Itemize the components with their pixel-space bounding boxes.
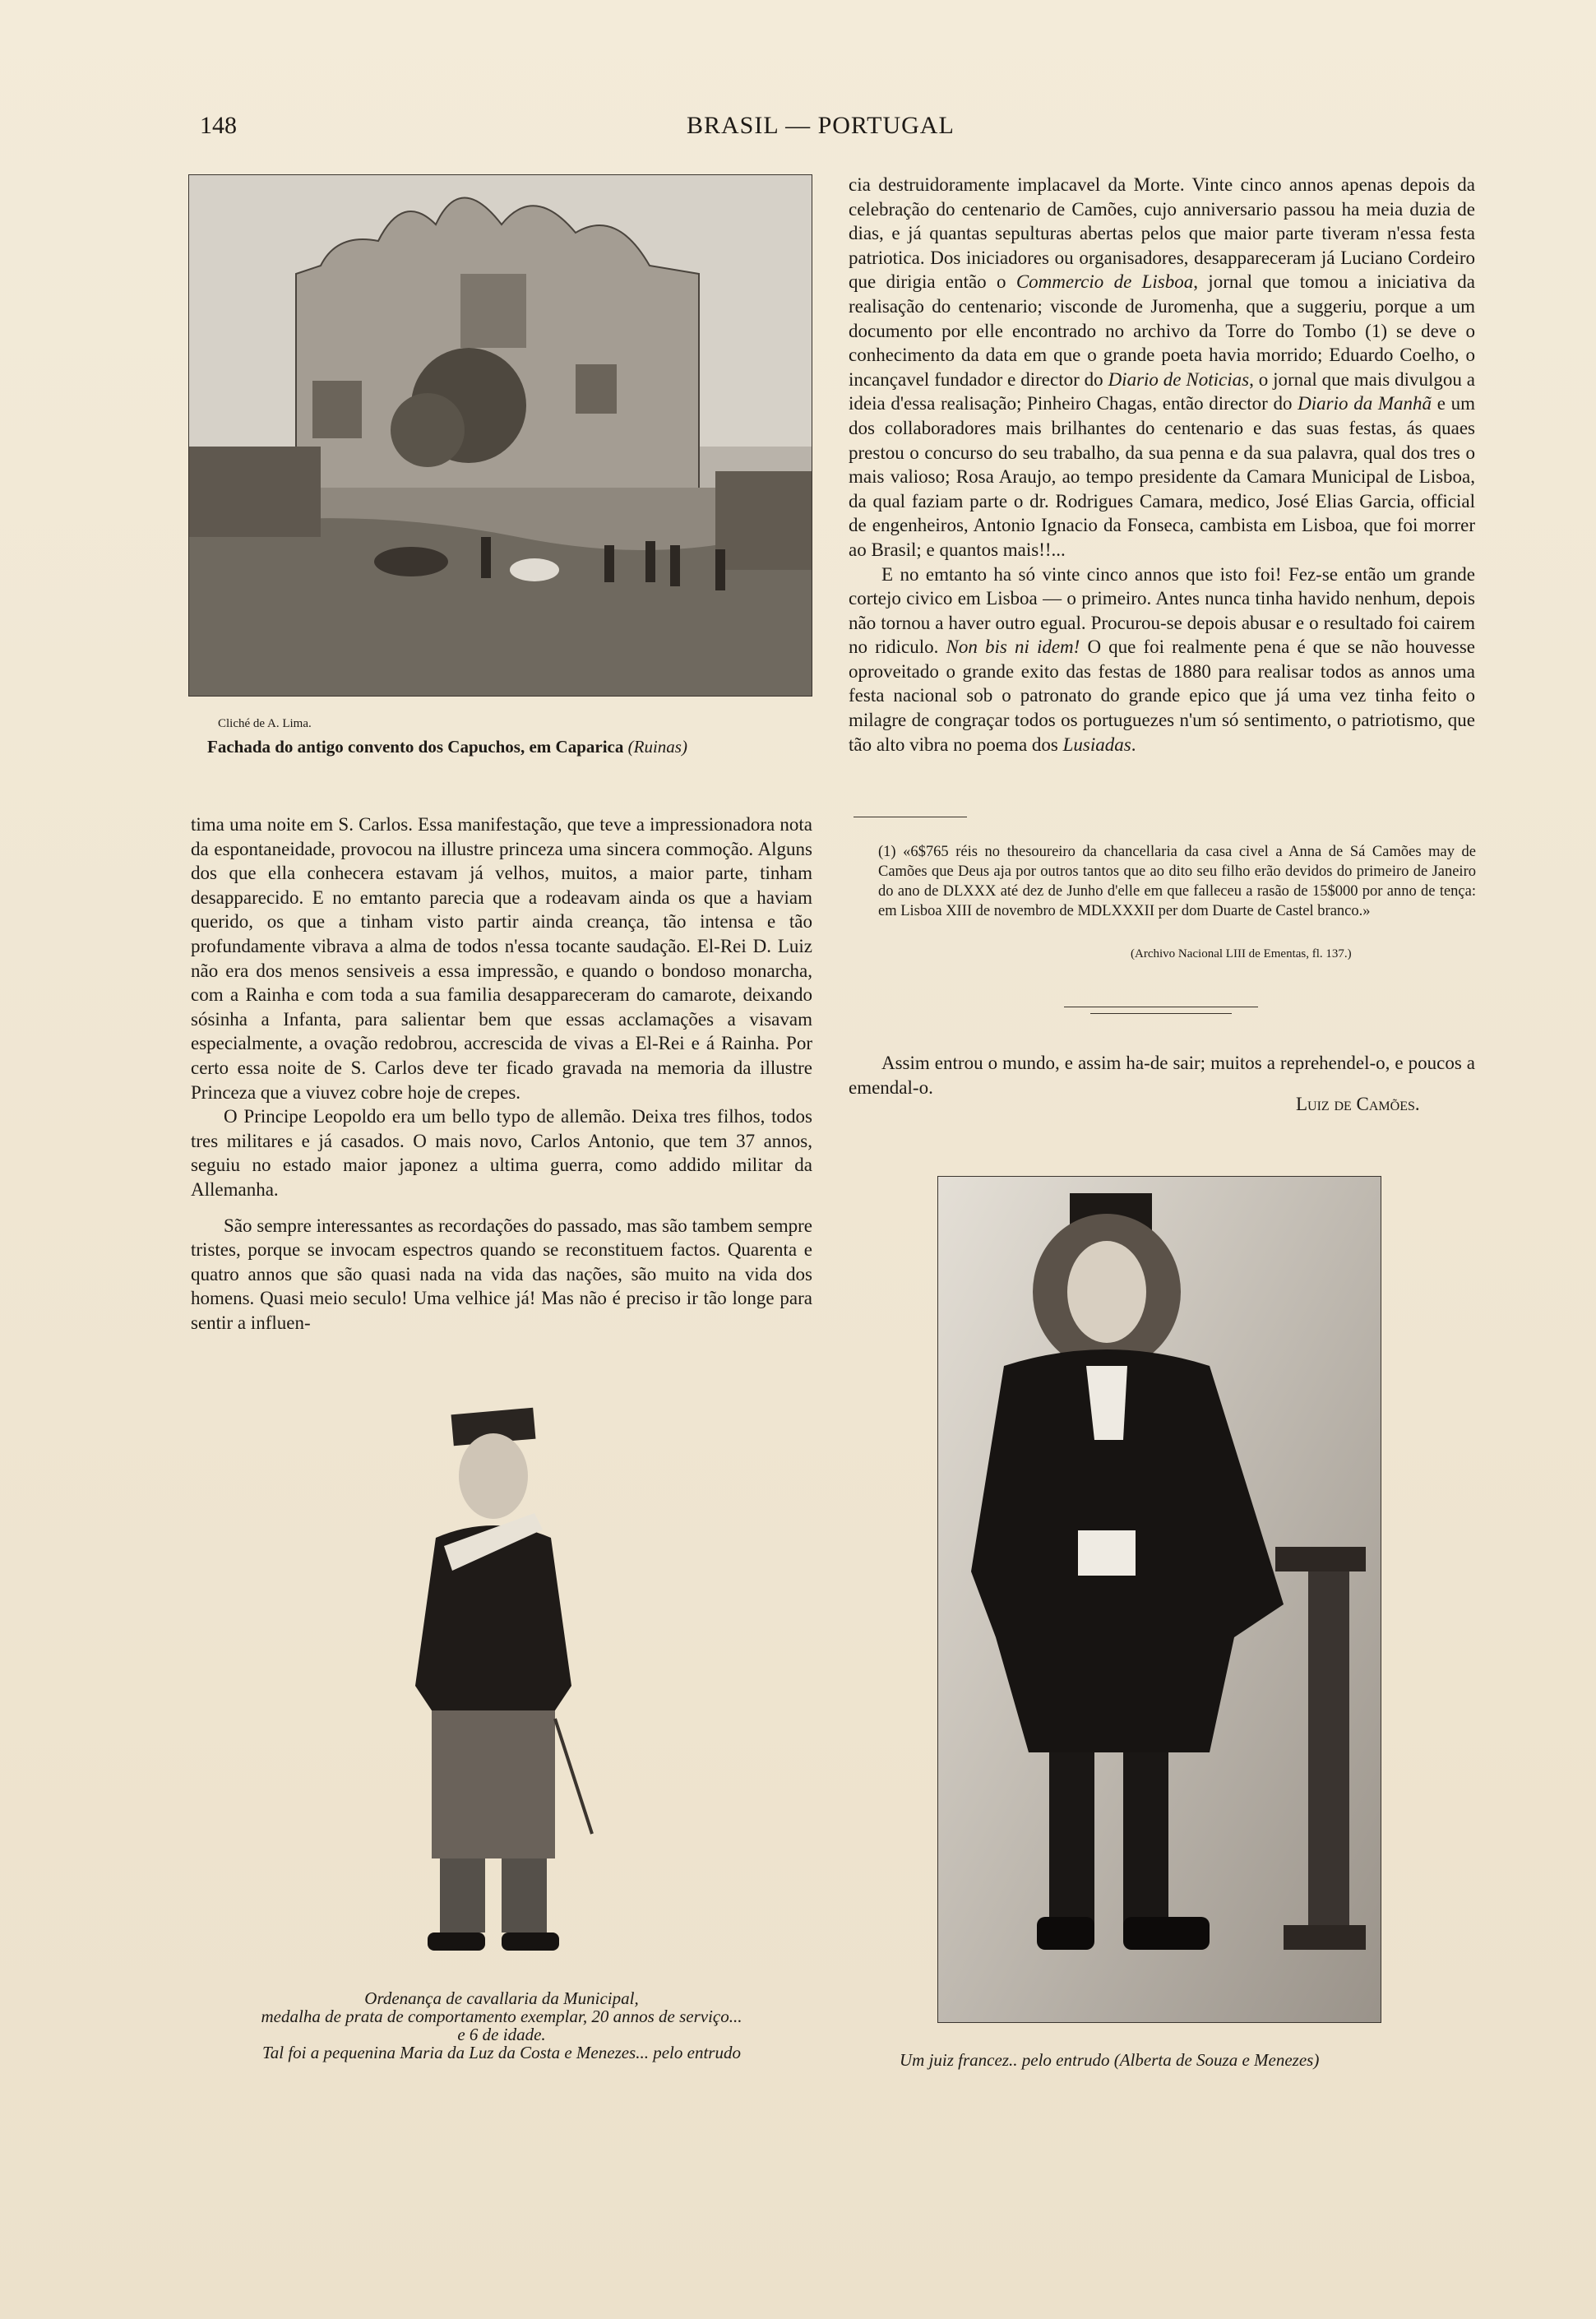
convent-caption-text: Fachada do antigo convento dos Capuchos, em Caparica: [207, 737, 624, 757]
camoes-quote: Assim entrou o mundo, e assim ha-de sair; muitos a reprehendel-o, e poucos a emendal-o.: [849, 1053, 1475, 1098]
judge-caption: Um juiz francez.. pelo entrudo (Alberta de Souza e Menezes): [900, 2050, 1320, 2070]
convent-photo-image: [189, 175, 812, 696]
convent-photo: [188, 174, 812, 697]
footnote: (1) «6$765 réis no thesoureiro da chancellaria da casa civel a Anna de Sá Camões may de Camões que Deus aja por outros tantos que ao dito seu filho erão devidos do primeiro de Janeiro do ano de DLXXX até dez de Junho d'elle em que falleceu a rasão de 15$000 por anno de tença: em Lisboa XIII de novembro de MDLXXXII per dom Duarte de Castel branco.»: [878, 844, 1476, 919]
convent-caption-italic: (Ruinas): [627, 737, 687, 757]
judge-photo: [937, 1176, 1381, 2023]
left-paragraph-2: O Principe Leopoldo era um bello typo de allemão. Deixa tres filhos, todos tres militares e já casados. O mais novo, Carlos Antonio, que tem 37 annos, seguiu no estado maior japonez a ultima guerra, como addido militar da Allemanha.: [191, 1106, 812, 1200]
caption-line-2: medalha de prata de comportamento exemplar, 20 annos de serviço...: [261, 2007, 742, 2026]
right-p1-g: e um dos collaboradores mais brilhantes do centenario e das suas festas, ás quaes prestou o concurso do seu trabalho, da sua penna e da sua palavra, qual dos tres o mais valioso; Rosa Araujo, ao tempo presidente da Camara Municipal de Lisboa, da qual faziam parte o dr. Rodrigues Camara, medico, José Elias Garcia, official de engenheiros, Antonio Ignacio da Fonseca, cambista em Lisboa, que foi morrer ao Brasil; e quantos mais!!...: [849, 393, 1476, 560]
child-soldier-photo: [395, 1406, 608, 1965]
right-p1-d: Diario de Noticias: [1108, 368, 1250, 390]
right-p1-e: , o jornal que mais divulgou a ideia d'essa realisação; Pinheiro Chagas, então director do: [849, 368, 1475, 414]
right-p1-f: Diario da Manhã: [1298, 393, 1432, 414]
convent-caption: [207, 737, 799, 757]
running-title: BRASIL — PORTUGAL: [687, 112, 955, 139]
ornament-rule-2: [1090, 1013, 1232, 1014]
right-paragraph-1: [849, 173, 1475, 562]
left-paragraph-3: São sempre interessantes as recordações do passado, mas são tambem sempre tristes, porque se invocam espectros quando se reconstituem factos. Quarenta e quatro annos que são quasi nada na vida das nações, são muito na vida dos homens. Quasi meio seculo! Uma velhice já! Mas não é preciso ir tão longe para sentir a influen-: [191, 1215, 812, 1333]
right-paragraph-2: E no emtanto ha só vinte cinco annos que isto foi! Fez-se então um grande cortejo civico em Lisboa — o primeiro. Antes nunca tinha havido nenhum, depois não tornou a haver outro egual. Procurou-se depois abusar e o resultado foi cairem no ridiculo. Non bis ni idem! O que foi realmente pena é que se não houvesse oproveitado o grande exito das festas de 1880 para realisar todos as annos uma festa nacional sob o patronato do grande epico que já uma vez tinha feito o milagre de congraçar todos os portuguezes n'um só sentimento, o patriotismo, que tão alto vibra no poema dos Lusiadas.: [849, 563, 1476, 755]
footnote-source: (Archivo Nacional LIII de Ementas, fl. 137.): [1131, 947, 1352, 960]
right-column: [849, 173, 1475, 757]
right-p1-a: cia destruidoramente implacavel da Morte. Vinte cinco annos apenas depois da celebração do centenario de Camões, cujo anniversario passou ha meia duzia de dias, e já quantas sepulturas abertas pelos que maior parte tiveram n'essa festa patriotica. Dos iniciadores ou organisadores, desappareceram já Luciano Cordeiro que dirigia então o: [849, 174, 1475, 293]
right-p1-b: Commercio de Lisboa: [1015, 271, 1194, 293]
left-column: [191, 812, 812, 1335]
right-p2-b: Non bis ni idem!: [946, 636, 1080, 658]
right-p2-c: O que foi realmente pena é que se não houvesse oproveitado o grande exito das festas de 1880 para realisar todos as annos uma festa nacional sob o patronato do grande epico que já uma vez tinha feito o milagre de congraçar todos os portuguezes n'um só sentimento, o patriotismo, que tão alto vibra no poema dos: [849, 636, 1476, 755]
caption-line-3: e 6 de idade.: [457, 2025, 546, 2044]
child-soldier-image: [395, 1406, 608, 1965]
right-p1-c: , jornal que tomou a iniciativa da realisação do centenario; visconde de Juromenha, que a suggeriu, porque a um documento por elle encontrado no archivo da Torre do Tombo (1) se deve o conhecimento da data em que o grande poeta havia morrido; Eduardo Coelho, o incançavel fundador e director do: [849, 271, 1475, 390]
page-number: 148: [200, 112, 237, 139]
right-p2-d: Lusiadas: [1062, 734, 1131, 755]
child-soldier-caption: [189, 1989, 814, 2062]
judge-image: [938, 1177, 1381, 2022]
caption-line-4: Tal foi a pequenina Maria da Luz da Costa e Menezes... pelo entrudo: [262, 2043, 741, 2062]
quote-author: Luiz de Camões.: [1296, 1094, 1420, 1114]
photo-credit: Cliché de A. Lima.: [218, 717, 312, 730]
left-paragraph-1: tima uma noite em S. Carlos. Essa manifestação, que teve a impressionadora nota da espontaneidade, provocou na illustre princeza uma sincera commoção. Alguns dos que ella conhecera estavam já velhos, muitos, a maior parte, tinham desapparecido. E no emtanto parecia que a rodeavam ainda os que a haviam querido, os que a tinham visto partir ainda creança, tão intensa e tão profundamente vibrava a alma de todos n'essa tocante saudação. El-Rei D. Luiz não era dos menos sensiveis a essa impressão, e quando o bondoso monarcha, com a Rainha e com toda a sua familia desappareceram do camarote, deixando sósinha a Infanta, para salientar bem que essas acclamações a visavam especialmente, a ovação redobrou, accrescida de vivas a El-Rei e á Rainha. Por certo essa noite de S. Carlos deve ter ficado gravada na memoria da illustre Princeza que a viuvez cobre hoje de crepes.: [191, 814, 812, 1103]
caption-line-1: Ordenança de cavallaria da Municipal,: [364, 1988, 639, 2008]
right-p2-a: E no emtanto ha só vinte cinco annos que isto foi! Fez-se então um grande cortejo civico em Lisboa — o primeiro. Antes nunca tinha havido nenhum, depois não tornou a haver outro egual. Procurou-se depois abusar e o resultado foi cairem no ridiculo.: [849, 563, 1475, 658]
